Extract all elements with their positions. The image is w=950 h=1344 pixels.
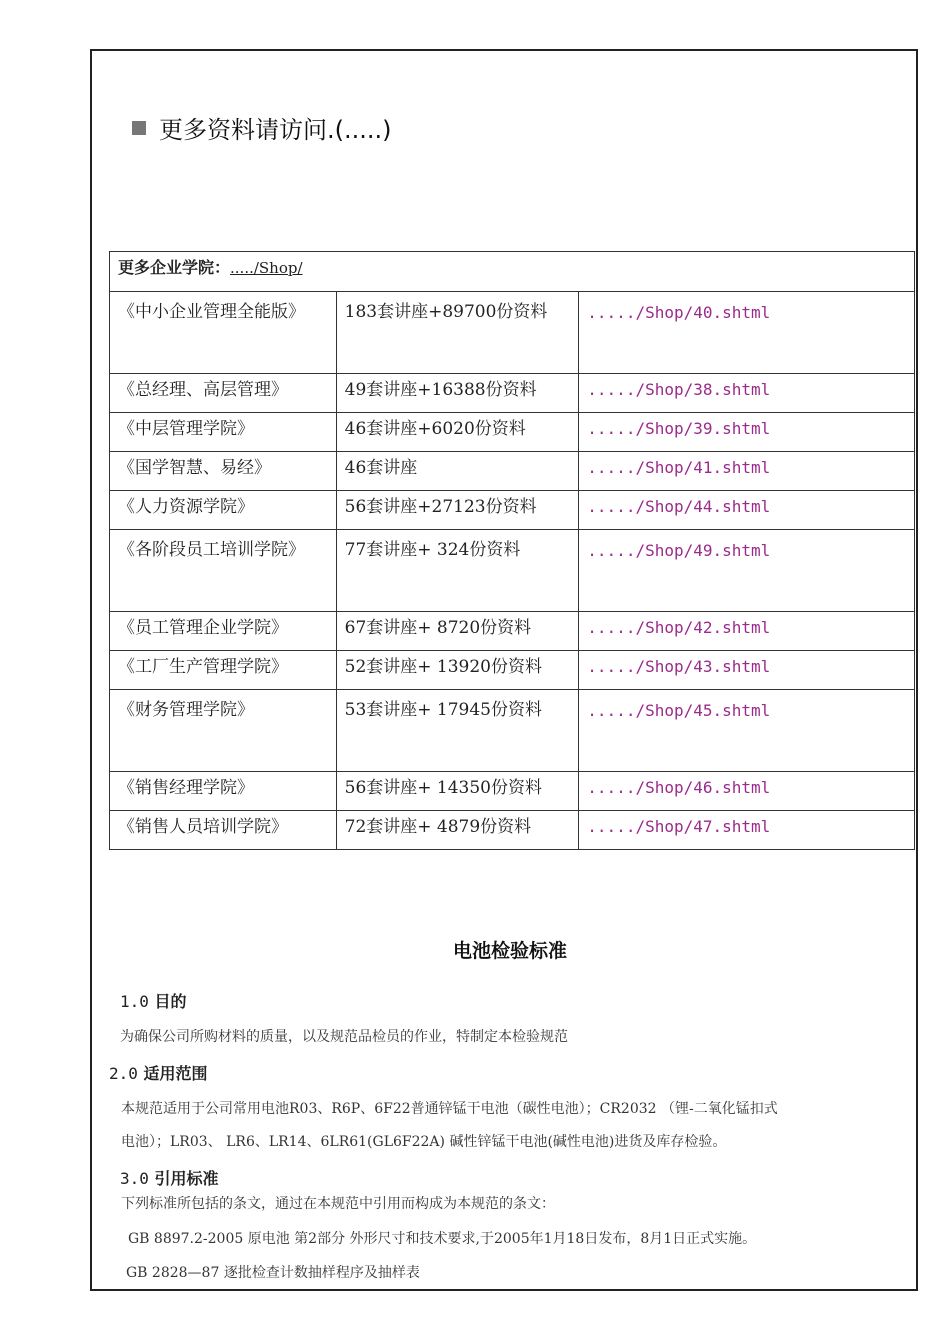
- section-number: 1.0: [120, 992, 149, 1011]
- course-link[interactable]: ...../Shop/39.shtml: [587, 419, 771, 438]
- table-row: [110, 530, 915, 612]
- table-row: [110, 413, 915, 452]
- course-content: 52套讲座+ 13920份资料: [336, 651, 579, 690]
- course-name: 《销售经理学院》: [110, 772, 337, 811]
- course-content: 53套讲座+ 17945份资料: [336, 690, 579, 772]
- course-name: 《中层管理学院》: [110, 413, 337, 452]
- course-link[interactable]: ...../Shop/46.shtml: [587, 778, 771, 797]
- course-content: 46套讲座: [336, 452, 579, 491]
- table-row: [110, 452, 915, 491]
- table-row: [110, 690, 915, 772]
- course-content: 56套讲座+ 14350份资料: [336, 772, 579, 811]
- course-name: 《销售人员培训学院》: [110, 811, 337, 850]
- course-link[interactable]: ...../Shop/43.shtml: [587, 657, 771, 676]
- reference-item: GB 8897.2-2005 原电池 第2部分 外形尺寸和技术要求,于2005年1月18日发布，8月1日正式实施。: [128, 1231, 757, 1247]
- course-link[interactable]: ...../Shop/42.shtml: [587, 618, 771, 637]
- course-content: 67套讲座+ 8720份资料: [336, 612, 579, 651]
- table-row: [110, 772, 915, 811]
- table-header-label: 更多企业学院：: [118, 258, 231, 277]
- course-name: 《员工管理企业学院》: [110, 612, 337, 651]
- course-link[interactable]: ...../Shop/40.shtml: [587, 303, 771, 322]
- scope-line-2: 电池）；LR03、 LR6、LR14、6LR61(GL6F22A) 碱性锌锰干电池(碱性电池)进货及库存检验。: [121, 1134, 727, 1150]
- section-number: 2.0: [109, 1064, 138, 1083]
- visit-text: 更多资料请访问.(.....): [159, 116, 392, 144]
- course-content: 72套讲座+ 4879份资料: [336, 811, 579, 850]
- course-name: 《工厂生产管理学院》: [110, 651, 337, 690]
- table-row: [110, 651, 915, 690]
- square-bullet-icon: [132, 121, 146, 135]
- course-content: 46套讲座+6020份资料: [336, 413, 579, 452]
- table-row: [110, 811, 915, 850]
- course-content: 183套讲座+89700份资料: [336, 292, 579, 374]
- course-link[interactable]: ...../Shop/41.shtml: [587, 458, 771, 477]
- scope-line-1: 本规范适用于公司常用电池R03、R6P、6F22普通锌锰干电池（碳性电池）；CR2032 （锂-二氧化锰扣式: [121, 1101, 778, 1117]
- course-link[interactable]: ...../Shop/49.shtml: [587, 541, 771, 560]
- course-table: [109, 251, 915, 850]
- course-content: 49套讲座+16388份资料: [336, 374, 579, 413]
- course-link[interactable]: ...../Shop/38.shtml: [587, 380, 771, 399]
- course-name: 《总经理、高层管理》: [110, 374, 337, 413]
- course-name: 《中小企业管理全能版》: [110, 292, 337, 374]
- section-title: 适用范围: [143, 1064, 208, 1083]
- table-row: [110, 491, 915, 530]
- course-link[interactable]: ...../Shop/44.shtml: [587, 497, 771, 516]
- course-name: 《国学智慧、易经》: [110, 452, 337, 491]
- section-heading-3: [120, 1166, 219, 1189]
- document-title: 电池检验标准: [452, 940, 567, 962]
- section-heading-1: [120, 989, 187, 1012]
- reference-item: GB 2828—87 逐批检查计数抽样程序及抽样表: [126, 1265, 420, 1281]
- table-row: [110, 612, 915, 651]
- section-heading-2: [109, 1061, 208, 1084]
- table-header: [110, 252, 915, 292]
- table-header-link[interactable]: ...../Shop/: [230, 259, 303, 277]
- course-link[interactable]: ...../Shop/45.shtml: [587, 701, 771, 720]
- course-name: 《各阶段员工培训学院》: [110, 530, 337, 612]
- table-row: [110, 292, 915, 374]
- course-content: 56套讲座+27123份资料: [336, 491, 579, 530]
- course-name: 《财务管理学院》: [110, 690, 337, 772]
- purpose-paragraph: 为确保公司所购材料的质量，以及规范品检员的作业，特制定本检验规范: [120, 1029, 568, 1045]
- section-title: 目的: [154, 992, 187, 1011]
- course-name: 《人力资源学院》: [110, 491, 337, 530]
- course-link[interactable]: ...../Shop/47.shtml: [587, 817, 771, 836]
- course-content: 77套讲座+ 324份资料: [336, 530, 579, 612]
- reference-intro: 下列标准所包括的条文，通过在本规范中引用而构成为本规范的条文：: [121, 1196, 555, 1212]
- section-title: 引用标准: [154, 1169, 219, 1188]
- visit-banner: [132, 110, 392, 145]
- table-row: [110, 374, 915, 413]
- section-number: 3.0: [120, 1169, 149, 1188]
